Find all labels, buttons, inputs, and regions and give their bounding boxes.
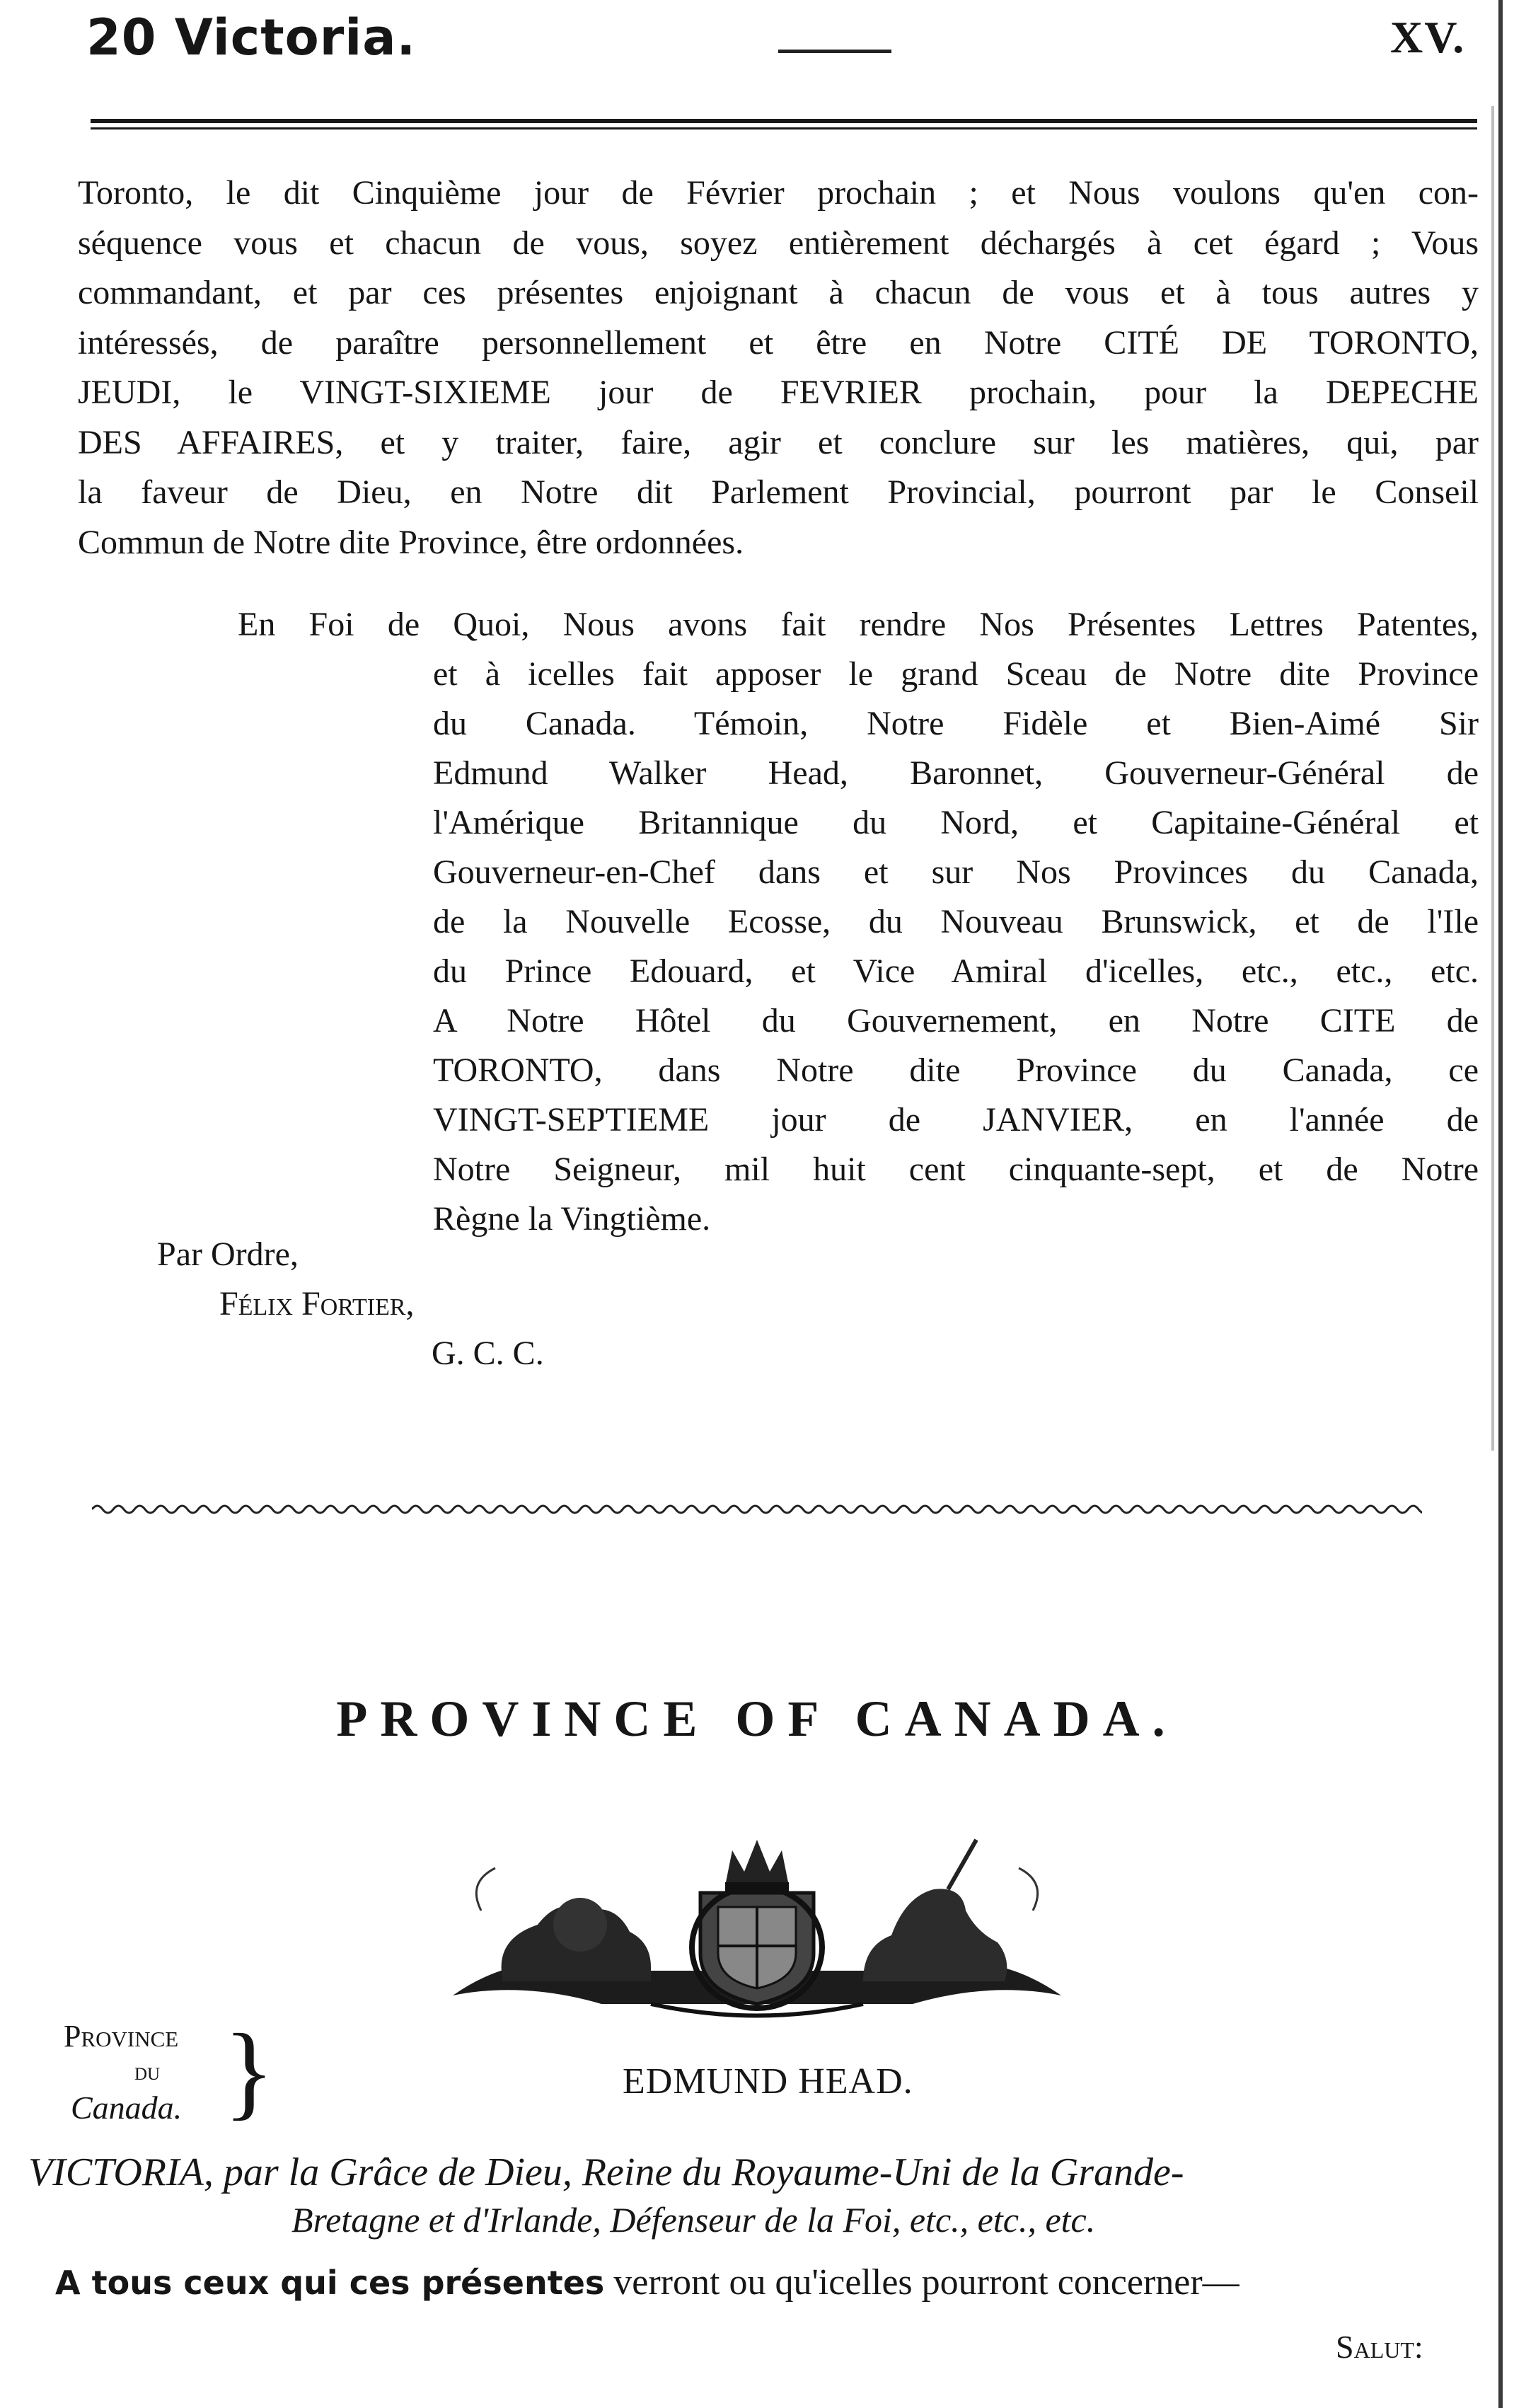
address-rest: verront ou qu'icelles pourront concerner— — [604, 2262, 1239, 2303]
witness-line: Règne la Vingtième. — [433, 1200, 711, 1238]
margin-note-canada: Canada. — [71, 2090, 183, 2126]
body-line: Toronto, le dit Cinquième jour de Février prochain ; et Nous voulons qu'en con- — [78, 174, 1479, 212]
right-brace-icon: } — [224, 2012, 275, 2130]
royal-style-line-2: Bretagne et d'Irlande, Défenseur de la Foi, etc., etc., etc. — [291, 2200, 1096, 2240]
order-signature-block — [157, 1230, 544, 1378]
body-line: DES AFFAIRES, et y traiter, faire, agir et conclure sur les matières, qui, par — [78, 423, 1479, 461]
margin-note-province: Province — [64, 2019, 179, 2053]
witness-line: et à icelles fait apposer le grand Sceau de Notre dite Province — [433, 655, 1479, 693]
witness-line: du Canada. Témoin, Notre Fidèle et Bien-Aimé Sir — [433, 705, 1479, 742]
body-line: la faveur de Dieu, en Notre dit Parlement Provincial, pourront par le Conseil — [78, 473, 1479, 511]
body-line: JEUDI, le VINGT-SIXIEME jour de FEVRIER prochain, pour la DEPECHE — [78, 374, 1479, 411]
royal-coat-of-arms-icon — [439, 1819, 1075, 2031]
body-line: séquence vous et chacun de vous, soyez entièrement déchargés à cet égard ; Vous — [78, 224, 1479, 262]
wavy-separator — [92, 1499, 1422, 1520]
page-heading: PROVINCE OF CANADA. — [336, 1690, 1178, 1747]
order-signatory: Félix Fortier, — [219, 1285, 415, 1323]
body-paragraph — [78, 168, 1479, 568]
running-head-right: XV. — [1390, 12, 1466, 62]
order-line: Par Ordre, — [157, 1235, 299, 1273]
witness-line: de la Nouvelle Ecosse, du Nouveau Brunswick, et de l'Ile — [433, 903, 1479, 940]
salutation: Salut: — [1336, 2329, 1423, 2365]
witness-line: du Prince Edouard, et Vice Amiral d'icelles, etc., etc., etc. — [433, 952, 1479, 990]
witness-clause — [238, 600, 1479, 1244]
page-edge-shadow — [1470, 0, 1514, 2408]
order-title: G. C. C. — [432, 1335, 544, 1372]
address-line — [55, 2262, 1239, 2303]
witness-line: TORONTO, dans Notre dite Province du Canada, ce — [433, 1052, 1479, 1089]
royal-style-line-1: VICTORIA, par la Grâce de Dieu, Reine du Royaume-Uni de la Grande- — [28, 2150, 1184, 2194]
witness-line: VINGT-SEPTIEME jour de JANVIER, en l'année de — [433, 1101, 1479, 1139]
address-bold: A tous ceux qui ces présentes — [55, 2264, 605, 2302]
governor-name: EDMUND HEAD. — [623, 2061, 913, 2102]
double-rule-divider — [91, 119, 1477, 129]
witness-line: Notre Seigneur, mil huit cent cinquante-sept, et de Notre — [433, 1151, 1479, 1188]
witness-line: A Notre Hôtel du Gouvernement, en Notre CITE de — [433, 1002, 1479, 1039]
margin-note — [64, 2012, 276, 2145]
witness-line: l'Amérique Britannique du Nord, et Capitaine-Général et — [433, 804, 1479, 841]
witness-line: En Foi de Quoi, Nous avons fait rendre Nos Présentes Lettres Patentes, — [238, 606, 1479, 643]
running-head — [0, 0, 1514, 92]
witness-line: Edmund Walker Head, Baronnet, Gouverneur-Général de — [433, 754, 1479, 792]
body-line: commandant, et par ces présentes enjoignant à chacun de vous et à tous autres y — [78, 274, 1479, 311]
body-line: intéressés, de paraître personnellement et être en Notre CITÉ DE TORONTO, — [78, 323, 1479, 362]
margin-note-du: du — [134, 2057, 161, 2085]
running-head-left: 20 Victoria. — [86, 8, 417, 67]
running-head-dash — [778, 50, 891, 53]
body-line: Commun de Notre dite Province, être ordonnées. — [78, 523, 744, 561]
witness-line: Gouverneur-en-Chef dans et sur Nos Provinces du Canada, — [433, 853, 1479, 891]
